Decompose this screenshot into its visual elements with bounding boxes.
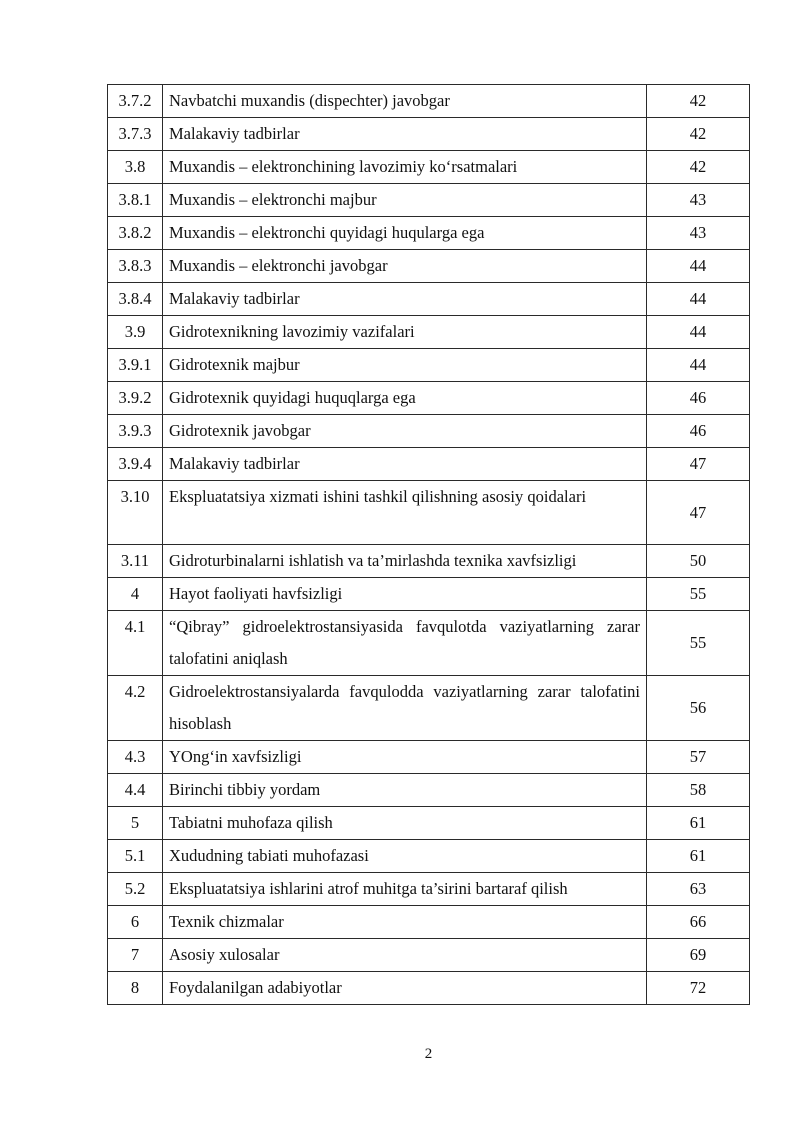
page-ref: 42 [647,85,750,118]
section-number: 6 [108,906,163,939]
section-number: 4.4 [108,774,163,807]
table-row [108,217,750,250]
table-row [108,840,750,873]
section-title: Gidrotexnikning lavozimiy vazifalari [163,316,647,349]
table-row [108,873,750,906]
page-ref: 44 [647,283,750,316]
section-title: YOng‘in xavfsizligi [163,741,647,774]
table-row [108,906,750,939]
section-title: Gidrotexnik quyidagi huquqlarga ega [163,382,647,415]
toc-body [108,85,750,1005]
section-title: Gidrotexnik javobgar [163,415,647,448]
section-number: 4 [108,578,163,611]
section-number: 3.8.1 [108,184,163,217]
page-ref: 44 [647,316,750,349]
section-title: Muxandis – elektronchi javobgar [163,250,647,283]
table-row [108,283,750,316]
page-ref: 63 [647,873,750,906]
table-row [108,184,750,217]
table-row [108,250,750,283]
section-number: 3.9.4 [108,448,163,481]
section-title: Muxandis – elektronchi quyidagi huqularga ega [163,217,647,250]
section-number: 3.9 [108,316,163,349]
page-ref: 46 [647,382,750,415]
section-title: Asosiy xulosalar [163,939,647,972]
section-title: Hayot faoliyati havfsizligi [163,578,647,611]
page-ref: 47 [647,481,750,545]
section-number: 7 [108,939,163,972]
table-row [108,774,750,807]
section-number: 4.3 [108,741,163,774]
section-title: Texnik chizmalar [163,906,647,939]
page-ref: 44 [647,349,750,382]
table-of-contents [107,84,750,1005]
section-number: 3.8.2 [108,217,163,250]
section-number: 3.9.3 [108,415,163,448]
section-number: 4.2 [108,676,163,741]
section-number: 3.10 [108,481,163,545]
section-number: 3.9.1 [108,349,163,382]
table-row [108,578,750,611]
section-title: Xududning tabiati muhofazasi [163,840,647,873]
section-number: 3.8.4 [108,283,163,316]
table-row [108,85,750,118]
section-title: Malakaviy tadbirlar [163,283,647,316]
page-ref: 57 [647,741,750,774]
section-title: Birinchi tibbiy yordam [163,774,647,807]
section-number: 3.7.3 [108,118,163,151]
table-row [108,741,750,774]
section-title: Malakaviy tadbirlar [163,118,647,151]
table-row [108,349,750,382]
table-row [108,151,750,184]
page-ref: 66 [647,906,750,939]
table-row [108,611,750,676]
section-title: Foydalanilgan adabiyotlar [163,972,647,1005]
page-ref: 58 [647,774,750,807]
page-ref: 44 [647,250,750,283]
table-row [108,481,750,545]
section-title: Malakaviy tadbirlar [163,448,647,481]
section-number: 4.1 [108,611,163,676]
table-row [108,316,750,349]
section-title: Tabiatni muhofaza qilish [163,807,647,840]
table-row [108,448,750,481]
page-ref: 42 [647,151,750,184]
page-ref: 55 [647,578,750,611]
page-ref: 43 [647,217,750,250]
table-row [108,939,750,972]
section-title: “Qibray” gidroelektrostansiyasida favqulotda vaziyatlarning zarar talofatini aniqlash [163,611,647,676]
section-title: Gidrotexnik majbur [163,349,647,382]
section-number: 3.11 [108,545,163,578]
section-title: Muxandis – elektronchining lavozimiy ko‘rsatmalari [163,151,647,184]
section-number: 8 [108,972,163,1005]
section-title: Ekspluatatsiya xizmati ishini tashkil qilishning asosiy qoidalari [163,481,647,545]
section-number: 5 [108,807,163,840]
page-ref: 42 [647,118,750,151]
table-row [108,972,750,1005]
page-ref: 61 [647,840,750,873]
section-number: 3.8 [108,151,163,184]
page-ref: 43 [647,184,750,217]
page-ref: 61 [647,807,750,840]
page-ref: 46 [647,415,750,448]
section-title: Muxandis – elektronchi majbur [163,184,647,217]
table-row [108,545,750,578]
section-title: Gidroelektrostansiyalarda favqulodda vaziyatlarning zarar talofatini hisoblash [163,676,647,741]
page-ref: 69 [647,939,750,972]
section-number: 3.9.2 [108,382,163,415]
section-number: 5.1 [108,840,163,873]
table-row [108,676,750,741]
page-ref: 55 [647,611,750,676]
table-row [108,382,750,415]
page-ref: 56 [647,676,750,741]
page-ref: 50 [647,545,750,578]
table-row [108,118,750,151]
page-ref: 72 [647,972,750,1005]
section-title: Ekspluatatsiya ishlarini atrof muhitga ta’sirini bartaraf qilish [163,873,647,906]
section-title: Navbatchi muxandis (dispechter) javobgar [163,85,647,118]
page-ref: 47 [647,448,750,481]
table-row [108,807,750,840]
page-number: 2 [424,1046,433,1062]
section-number: 5.2 [108,873,163,906]
section-number: 3.7.2 [108,85,163,118]
section-title: Gidroturbinalarni ishlatish va ta’mirlashda texnika xavfsizligi [163,545,647,578]
table-row [108,415,750,448]
section-number: 3.8.3 [108,250,163,283]
